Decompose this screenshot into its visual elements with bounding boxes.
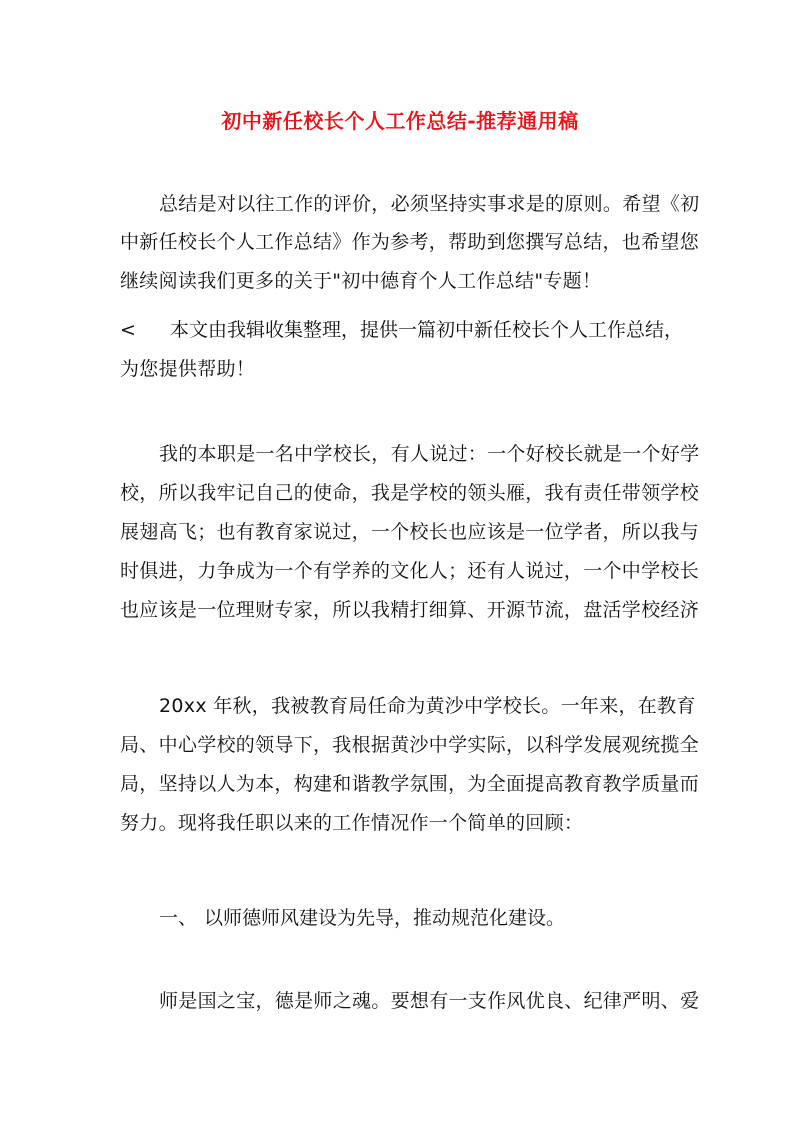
para2-line-1: 20xx 年秋，我被教育局任命为黄沙中学校长。一年来，在教育 — [159, 695, 696, 717]
para1-line-4: 时俱进，力争成为一个有学养的文化人；还有人说过，一个中学校长 — [120, 560, 700, 582]
note-line-2: 为您提供帮助！ — [120, 358, 256, 380]
para2-line-3: 局，坚持以人为本，构建和谐教学氛围，为全面提高教育教学质量而 — [120, 773, 700, 795]
para1-line-2: 校，所以我牢记自己的使命，我是学校的领头雁，我有责任带领学校 — [120, 482, 700, 504]
note-marker: < — [120, 319, 136, 341]
section-1-title: 以师德师风建设为先导，推动规范化建设。 — [204, 907, 566, 929]
para2-line-2: 局、中心学校的领导下，我根据黄沙中学实际，以科学发展观统揽全 — [120, 734, 700, 756]
para1-line-1: 我的本职是一名中学校长，有人说过：一个好校长就是一个好学 — [159, 443, 700, 465]
section-1-heading — [159, 905, 565, 931]
para1-line-5: 也应该是一位理财专家，所以我精打细算、开源节流，盘活学校经济 — [120, 599, 700, 621]
intro-line-1: 总结是对以往工作的评价，必须坚持实事求是的原则。希望《初 — [159, 193, 700, 215]
para1-line-3: 展翅高飞；也有教育家说过，一个校长也应该是一位学者，所以我与 — [120, 521, 700, 543]
para3-line-1: 师是国之宝，德是师之魂。要想有一支作风优良、纪律严明、爱 — [159, 990, 700, 1012]
intro-line-2: 中新任校长个人工作总结》作为参考，帮助到您撰写总结，也希望您 — [120, 231, 700, 253]
section-1-number: 一、 — [159, 907, 198, 929]
para2-line-4: 努力。现将我任职以来的工作情况作一个简单的回顾： — [120, 812, 584, 834]
note-text: 本文由我辑收集整理，提供一篇初中新任校长个人工作总结， — [170, 319, 684, 341]
note-line-1 — [120, 317, 683, 343]
document-title: 初中新任校长个人工作总结-推荐通用稿 — [221, 109, 579, 133]
intro-line-3: 继续阅读我们更多的关于"初中德育个人工作总结"专题！ — [120, 270, 602, 292]
